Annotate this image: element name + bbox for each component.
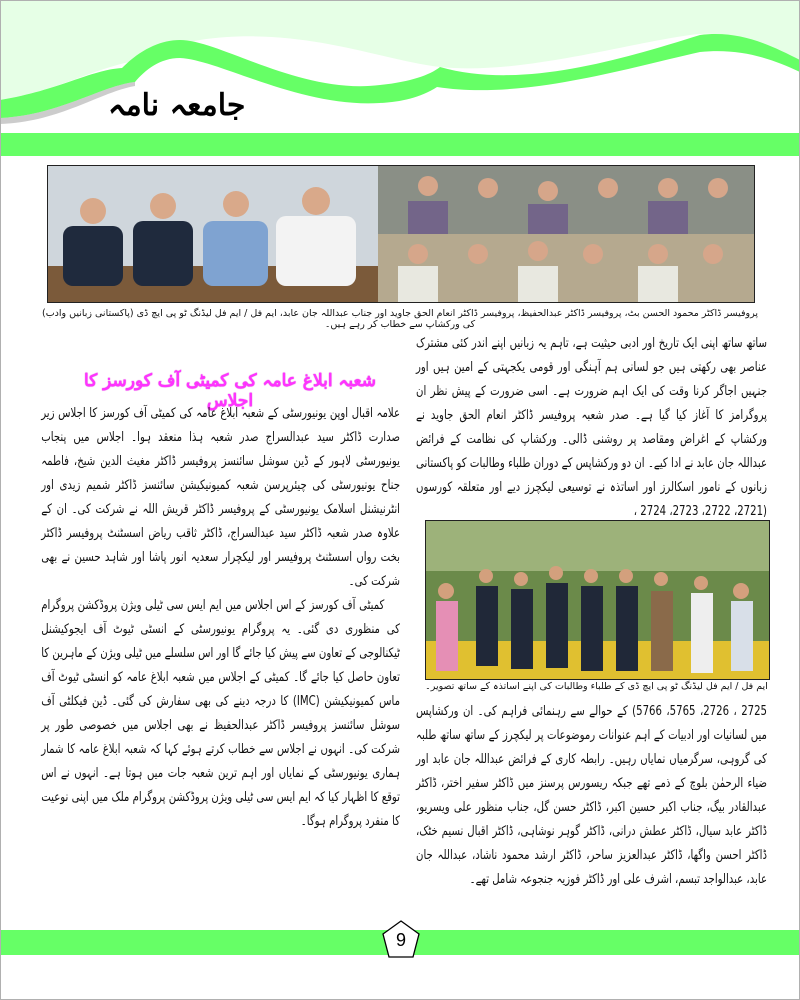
top-photo-caption: پروفیسر ڈاکٹر محمود الحسن بٹ، پروفیسر ڈاکٹر عبدالحفیظ، پروفیسر ڈاکٹر انعام الحق جاوید اور جناب عبداللہ جان عابد، ایم فل / ایم فل لیڈنگ ٹو پی ایچ ڈی (پاکستانی زبانیں وادب) کی ورکشاپ سے خطاب کر رہے ہیں۔ bbox=[42, 308, 758, 330]
page-number: 9 bbox=[395, 930, 406, 950]
article-paragraph-1: علامہ اقبال اوپن یونیورسٹی کے شعبہ ابلاغ عامہ کی کمیٹی آف کورسز کا اجلاس زیر صدارت ڈاکٹر سید عبدالسراج صدر شعبہ ہذا منعقد ہوا۔ اجلاس میں پنجاب یونیورسٹی لاہور کے ڈین سوشل سائنسز پروفیسر ڈاکٹر مغیث الدین شیخ، فاطمہ جناح یونیورسٹی کی چیئرپرسن شعبہ کمیونیکیشن سائنسز ڈاکٹر شمیم زیدی اور انٹرنیشنل اسلامک یونیورسٹی کے پروفیسر ڈاکٹر قریش اللہ نے شرکت کی۔ ان کے علاوہ صدر شعبہ ڈاکٹر سید عبدالسراج، ڈاکٹر ثاقب ریاض اسسٹنٹ پروفیسر ڈاکٹر بخت رواں اسسٹنٹ پروفیسر اور لیکچرار سعدیہ انور پاشا اور شاہد حسین نے بھی شرکت کی۔ bbox=[41, 406, 400, 589]
right-column-top bbox=[416, 332, 767, 524]
bottom-photo bbox=[425, 520, 770, 680]
magazine-title: جامعہ نامہ bbox=[108, 88, 246, 123]
header-green-bar bbox=[0, 133, 800, 156]
article-heading: شعبہ ابلاغ عامہ کی کمیٹی آف کورسز کا اجلاس bbox=[83, 371, 377, 411]
bottom-photo-caption: ایم فل / ایم فل لیڈنگ ٹو پی ایچ ڈی کے طلباء وطالبات کی اپنے اساتذہ کے ساتھ تصویر۔ bbox=[425, 681, 768, 692]
left-article-body bbox=[41, 402, 400, 834]
article-paragraph-2: کمیٹی آف کورسز کے اس اجلاس میں ایم ایس سی ٹیلی ویژن پروڈکشن پروگرام کی منظوری دی گئی۔ یہ پروگرام یونیورسٹی کے انسٹی ٹیوٹ آف ایجوکیشنل ٹیکنالوجی کے تعاون سے پیش کیا جائے گا اور اس سلسلے میں ٹیلی ویژن کے ماہرین کا تعاون حاصل کیا جائے گا۔ کمیٹی کے اجلاس میں شعبہ ابلاغ عامہ کو انسٹی ٹیوٹ آف ماس کمیونیکیشن (IMC) کا درجہ دینے کی بھی سفارش کی گئی۔ ڈین فیکلٹی آف سوشل سائنسز پروفیسر ڈاکٹر عبدالحفیظ نے بھی اجلاس میں خصوصی طور پر شرکت کی۔ انہوں نے اجلاس سے خطاب کرتے ہوئے کہا کہ شعبہ ابلاغ عامہ کا شمار ہماری یونیورسٹی کے نمایاں اور اہم ترین شعبہ جات میں ہوتا ہے۔ انہوں نے اس توقع کا اظہار کیا کہ ایم ایس سی ٹیلی ویژن پروڈکشن پروگرام ملک میں اپنی نوعیت کا منفرد پروگرام ہوگا۔ bbox=[41, 598, 401, 829]
workshop-paragraph: ساتھ ساتھ اپنی ایک تاریخ اور ادبی حیثیت ہے، تاہم یہ زبانیں اپنے اندر کئی مشترک عناصر بھی رکھتی ہیں جو لسانی ہم آہنگی اور قومی یکجہتی کے امین ہیں اور جنہیں اجاگر کرنا وقت کی ایک اہم ضرورت ہے۔ اسی ضرورت کے پیش نظر ان پروگرامز کا آغاز کیا گیا ہے۔ صدر شعبہ پروفیسر ڈاکٹر انعام الحق جاوید نے ورکشاپ کے اغراض ومقاصد پر روشنی ڈالی۔ ورکشاپ کی نظامت کے فرائض عبداللہ جان عابد نے ادا کیے۔ ان دو ورکشاپس کے دوران طلباء وطالبات کو پاکستانی زبانوں کے نامور اسکالرز اور اساتذہ نے توسیعی لیکچرز دیے اور متعلقہ کورسوں (2721، 2722، 2723، 2724 ، bbox=[416, 336, 767, 519]
right-column-bottom bbox=[416, 700, 767, 892]
resource-persons-paragraph: 2725 ، 2726، 5765، 5766) کے حوالے سے رہنمائی فراہم کی۔ ان ورکشاپس میں لسانیات اور ادبیات کے اہم عنوانات رموضوعات پر لیکچرز کے ساتھ ساتھ طلبہ کی گروہی، سرگرمیاں نمایاں رہیں۔ رابطہ کاری کے فرائض عبداللہ جان عابد اور ضیاء الرحمٰن بلوچ کے ذمے تھے جبکہ ریسورس پرسنز میں ڈاکٹر سفیر اختر، ڈاکٹر عبدالقادر بیگ، جناب اکبر حسین اکبر، ڈاکٹر حسن گل، جناب منظور علی ویسریو، ڈاکٹر عابد سیال، ڈاکٹر عطش درانی، ڈاکٹر گوہر نوشاہی، ڈاکٹر اقبال نسیم خٹک، ڈاکٹر احسن واگھا، ڈاکٹر عبدالعزیز ساحر، ڈاکٹر ارشد محمود ناشاد، عبداللہ جان عابد، عبدالواجد تبسم، اشرف علی اور ڈاکٹر فوزیہ جنجوعہ شامل تھے۔ bbox=[416, 704, 768, 887]
top-photo bbox=[47, 165, 755, 303]
